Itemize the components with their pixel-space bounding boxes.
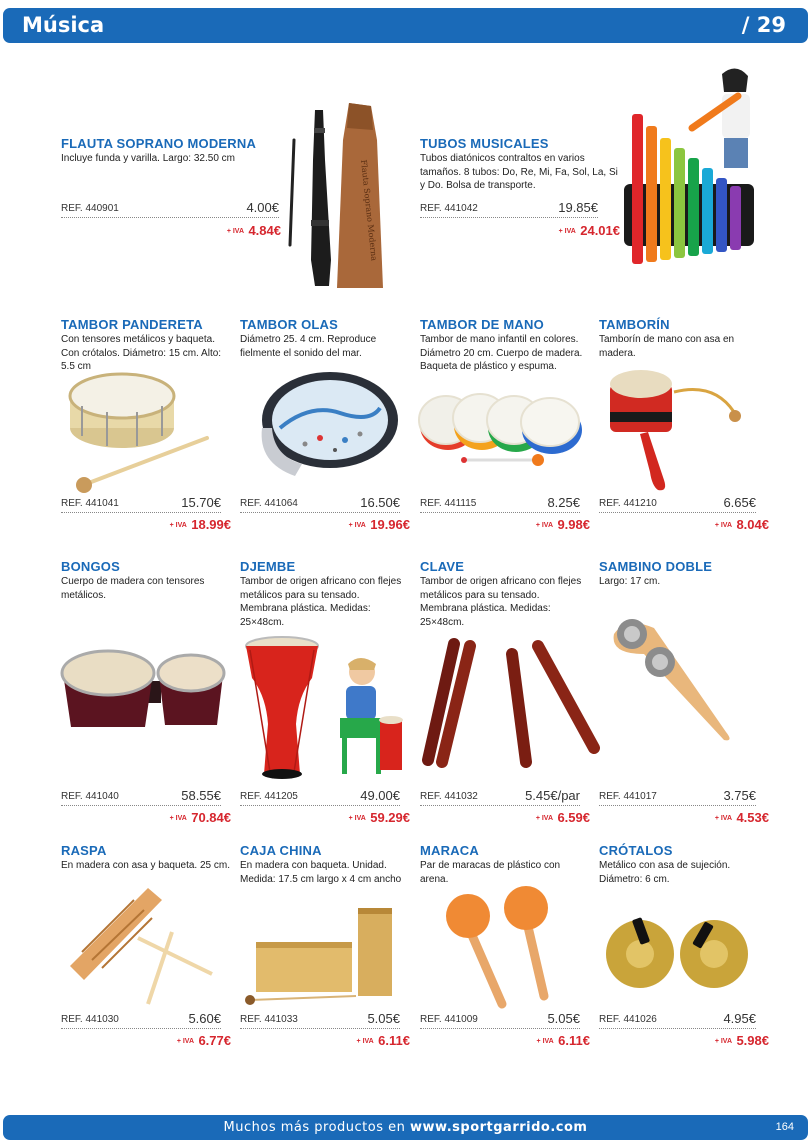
product-description: Diámetro 25. 4 cm. Reproduce fielmente el sonido del mar.: [240, 334, 377, 359]
product-price-iva: 19.96€: [370, 517, 410, 532]
product-name: BONGOS: [61, 559, 120, 574]
price-with-iva: [71, 1032, 231, 1050]
product-name: TAMBORÍN: [599, 317, 670, 332]
product-name: MARACA: [420, 843, 479, 858]
product-flauta: [61, 136, 281, 238]
sambino-image: [606, 614, 746, 744]
product-name: CLAVE: [420, 559, 465, 574]
product-ref: REF. 441115: [420, 498, 477, 509]
price-with-iva: [63, 222, 281, 240]
iva-label: + IVA: [536, 1038, 554, 1045]
product-price: 5.45€/par: [525, 788, 580, 803]
price-with-iva: [612, 1032, 769, 1050]
product-price: 58.55€: [181, 788, 221, 803]
hand-drums-image: [418, 384, 590, 470]
product-description: Tubos diatónicos contraltos en varios tamaños. 8 tubos: Do, Re, Mi, Fa, Sol, La, Si y Do. Bolsa de transporte.: [420, 153, 618, 191]
product-price: 8.25€: [547, 495, 580, 510]
product-ref: REF. 441042: [420, 203, 478, 214]
product-description: En madera con asa y baqueta. 25 cm.: [61, 860, 230, 871]
product-price-iva: 24.01€: [580, 223, 620, 238]
product-price: 6.65€: [723, 495, 756, 510]
product-price: 5.05€: [367, 1011, 400, 1026]
product-price-iva: 70.84€: [191, 810, 231, 825]
iva-label: + IVA: [558, 228, 576, 235]
product-name: FLAUTA SOPRANO MODERNA: [61, 136, 257, 151]
product-description: Tamborín de mano con asa en madera.: [599, 334, 735, 359]
recorder-image: [285, 100, 385, 292]
ref-row: [599, 1011, 756, 1029]
product-price: 16.50€: [360, 495, 400, 510]
ref-row: [61, 495, 221, 513]
ref-row: [240, 788, 400, 806]
iva-label: + IVA: [169, 815, 187, 822]
product-description: Tambor de origen africano con flejes metálicos para su tensado. Membrana plástica. Medidas: 25×48cm.: [240, 576, 402, 628]
product-raspa: [61, 843, 231, 1048]
product-price-iva: 6.59€: [557, 810, 590, 825]
product-sambino-doble: [599, 559, 769, 825]
product-price: 49.00€: [360, 788, 400, 803]
footer-page-number: 164: [775, 1121, 794, 1133]
footer-url[interactable]: www.sportgarrido.com: [410, 1120, 588, 1135]
product-price: 3.75€: [723, 788, 756, 803]
wood-block-image: [242, 902, 402, 1012]
ref-row: [240, 1011, 400, 1029]
price-with-iva: [250, 516, 410, 534]
product-price-iva: 4.53€: [736, 810, 769, 825]
product-tambor-de-mano: [420, 317, 590, 532]
djembe-image: [240, 634, 412, 782]
product-price-iva: 8.04€: [736, 517, 769, 532]
iva-label: + IVA: [348, 522, 366, 529]
product-description: Tambor de origen africano con flejes metálicos para su tensado. Membrana plástica. Medidas: 25×48cm.: [420, 576, 582, 628]
product-description: Incluye funda y varilla. Largo: 32.50 cm: [61, 153, 235, 164]
product-description: Con tensores metálicos y baqueta. Con crótalos. Diámetro: 15 cm. Alto: 5.5 cm: [61, 334, 222, 372]
product-price-iva: 9.98€: [557, 517, 590, 532]
product-tamborin: [599, 317, 769, 532]
product-price-iva: 6.77€: [198, 1033, 231, 1048]
iva-label: + IVA: [714, 1038, 732, 1045]
product-price-iva: 4.84€: [248, 223, 281, 238]
boomwhackers-image: [614, 66, 764, 276]
product-djembe: [240, 559, 410, 825]
product-price-iva: 59.29€: [370, 810, 410, 825]
product-description: Metálico con asa de sujeción. Diámetro: 6 cm.: [599, 860, 731, 885]
iva-label: + IVA: [714, 815, 732, 822]
guiro-image: [62, 880, 222, 1010]
iva-label: + IVA: [356, 1038, 374, 1045]
product-tambor-olas: [240, 317, 410, 532]
product-ref: REF. 441041: [61, 498, 119, 509]
product-ref: REF. 441033: [240, 1014, 298, 1025]
product-ref: REF. 441017: [599, 791, 657, 802]
section-header: [3, 8, 808, 43]
product-ref: REF. 441032: [420, 791, 478, 802]
price-with-iva: [430, 1032, 590, 1050]
product-description: En madera con baqueta. Unidad. Medida: 17.5 cm largo x 4 cm ancho: [240, 860, 402, 885]
ref-row: [420, 200, 598, 218]
finger-cymbals-image: [602, 912, 752, 992]
iva-label: + IVA: [176, 1038, 194, 1045]
product-ref: REF. 440901: [61, 203, 119, 214]
product-tubos-musicales: [420, 136, 620, 238]
product-price-iva: 5.98€: [736, 1033, 769, 1048]
price-with-iva: [442, 222, 620, 240]
ref-row: [61, 1011, 221, 1029]
iva-label: + IVA: [714, 522, 732, 529]
ref-row: [61, 200, 279, 218]
iva-label: + IVA: [348, 815, 366, 822]
product-ref: REF. 441064: [240, 498, 298, 509]
product-caja-china: [240, 843, 410, 1048]
price-with-iva: [612, 809, 769, 827]
footer-text: [3, 1120, 808, 1135]
product-crotalos: [599, 843, 769, 1048]
product-ref: REF. 441040: [61, 791, 119, 802]
product-name: TAMBOR OLAS: [240, 317, 339, 332]
footer-prefix: Muchos más productos en: [223, 1120, 406, 1135]
product-name: SAMBINO DOBLE: [599, 559, 713, 574]
ref-row: [420, 788, 580, 806]
iva-label: + IVA: [535, 815, 553, 822]
ref-row: [599, 495, 756, 513]
ocean-drum-image: [250, 368, 400, 480]
iva-label: + IVA: [535, 522, 553, 529]
product-name: RASPA: [61, 843, 107, 858]
product-ref: REF. 441205: [240, 791, 298, 802]
product-price: 4.00€: [246, 200, 279, 215]
price-with-iva: [250, 1032, 410, 1050]
ref-row: [420, 495, 580, 513]
ref-row: [61, 788, 221, 806]
product-description: Cuerpo de madera con tensores metálicos.: [61, 576, 205, 601]
section-page-number: / 29: [741, 13, 786, 37]
price-with-iva: [71, 809, 231, 827]
product-price: 19.85€: [558, 200, 598, 215]
tambourine-drum-image: [62, 366, 212, 496]
product-price-iva: 6.11€: [378, 1033, 410, 1048]
iva-label: + IVA: [169, 522, 187, 529]
product-description: Tambor de mano infantil en colores. Diámetro 20 cm. Cuerpo de madera. Baqueta de plástico y espuma.: [420, 334, 583, 372]
product-maraca: [420, 843, 590, 1048]
maracas-image: [440, 884, 560, 1014]
ref-row: [599, 788, 756, 806]
product-name: DJEMBE: [240, 559, 296, 574]
product-name: TUBOS MUSICALES: [420, 136, 549, 151]
price-with-iva: [612, 516, 769, 534]
product-name: TAMBOR DE MANO: [420, 317, 544, 332]
price-with-iva: [430, 809, 590, 827]
product-ref: REF. 441030: [61, 1014, 119, 1025]
product-price-iva: 18.99€: [191, 517, 231, 532]
product-name: TAMBOR PANDERETA: [61, 317, 203, 332]
iva-label: + IVA: [226, 228, 244, 235]
product-name: CAJA CHINA: [240, 843, 322, 858]
product-ref: REF. 441009: [420, 1014, 478, 1025]
price-with-iva: [430, 516, 590, 534]
product-description: Par de maracas de plástico con arena.: [420, 860, 561, 885]
tamborin-image: [604, 362, 749, 492]
ref-row: [240, 495, 400, 513]
product-clave: [420, 559, 590, 825]
product-price: 4.95€: [723, 1011, 756, 1026]
price-with-iva: [250, 809, 410, 827]
product-ref: REF. 441026: [599, 1014, 657, 1025]
product-name: CRÓTALOS: [599, 843, 673, 858]
product-price: 5.60€: [188, 1011, 221, 1026]
claves-image: [414, 636, 604, 770]
product-price: 5.05€: [547, 1011, 580, 1026]
product-price-iva: 6.11€: [558, 1033, 590, 1048]
product-ref: REF. 441210: [599, 498, 657, 509]
product-bongos: [61, 559, 231, 825]
product-description: Largo: 17 cm.: [599, 576, 661, 587]
product-price: 15.70€: [181, 495, 221, 510]
svg-text:Flauta Soprano Moderna: Flauta Soprano Moderna: [359, 159, 379, 262]
page-footer: [3, 1115, 808, 1140]
section-title: Música: [22, 13, 105, 37]
bongos-image: [55, 645, 230, 733]
price-with-iva: [71, 516, 231, 534]
